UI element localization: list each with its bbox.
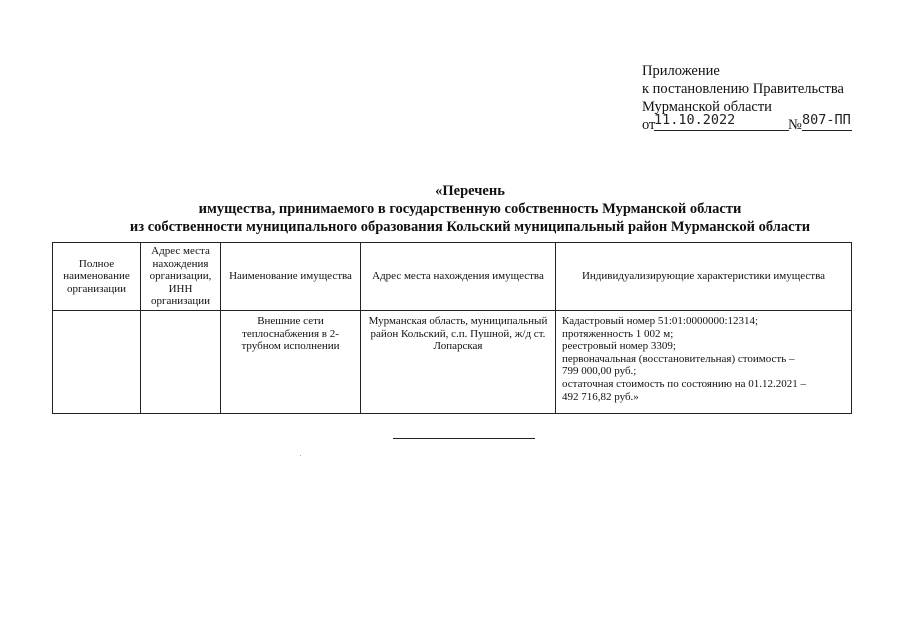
title-line-1: «Перечень: [435, 183, 505, 199]
title-line-2: имущества, принимаемого в государственную собственность Мурманской области: [198, 201, 742, 217]
appendix-label: Приложение: [642, 63, 720, 79]
scan-speck: [300, 455, 301, 456]
char-registry-number: реестровый номер 3309;: [562, 340, 676, 353]
property-table: [52, 242, 852, 414]
char-length: протяженность 1 002 м;: [562, 327, 674, 340]
char-residual-cost-value: 492 716,82 руб.»: [562, 390, 639, 403]
appendix-region: Мурманской области: [642, 99, 772, 115]
document-title: [60, 182, 880, 236]
table-header-row: [53, 243, 852, 311]
table-row: [53, 310, 852, 413]
cell-org-address: [141, 310, 221, 413]
appendix-resolution: к постановлению Правительства: [642, 81, 844, 97]
header-org-name: Полное наименование организации: [53, 243, 141, 311]
title-line-3: из собственности муниципального образования Кольский муниципальный район Мурманской области: [129, 219, 811, 235]
cell-property-name: Внешние сети теплоснабжения в 2-трубном исполнении: [221, 310, 361, 413]
cell-characteristics: [556, 310, 852, 413]
resolution-date: 11.10.2022: [654, 111, 789, 131]
char-initial-cost-value: 799 000,00 руб.;: [562, 365, 637, 378]
appendix-block: [642, 62, 872, 134]
char-initial-cost-label: первоначальная (восстановительная) стоимость –: [562, 352, 795, 365]
date-prefix: от: [642, 117, 656, 133]
char-cadastral-number: Кадастровый номер 51:01:0000000:12314;: [562, 314, 759, 327]
header-property-name: Наименование имущества: [221, 243, 361, 311]
number-sign: №: [788, 117, 802, 133]
header-org-address: Адрес места нахождения организации, ИНН организации: [141, 243, 221, 311]
header-characteristics: Индивидуализирующие характеристики имущества: [556, 243, 852, 311]
header-property-address: Адрес места нахождения имущества: [361, 243, 556, 311]
appendix-date-line: [642, 112, 872, 134]
cell-property-address: Мурманская область, муниципальный район Кольский, с.п. Пушной, ж/д ст. Лопарская: [361, 310, 556, 413]
resolution-number: 807-ПП: [802, 111, 852, 131]
char-residual-cost-label: остаточная стоимость по состоянию на 01.12.2021 –: [562, 377, 807, 390]
cell-org-name: [53, 310, 141, 413]
end-divider: [393, 438, 535, 439]
